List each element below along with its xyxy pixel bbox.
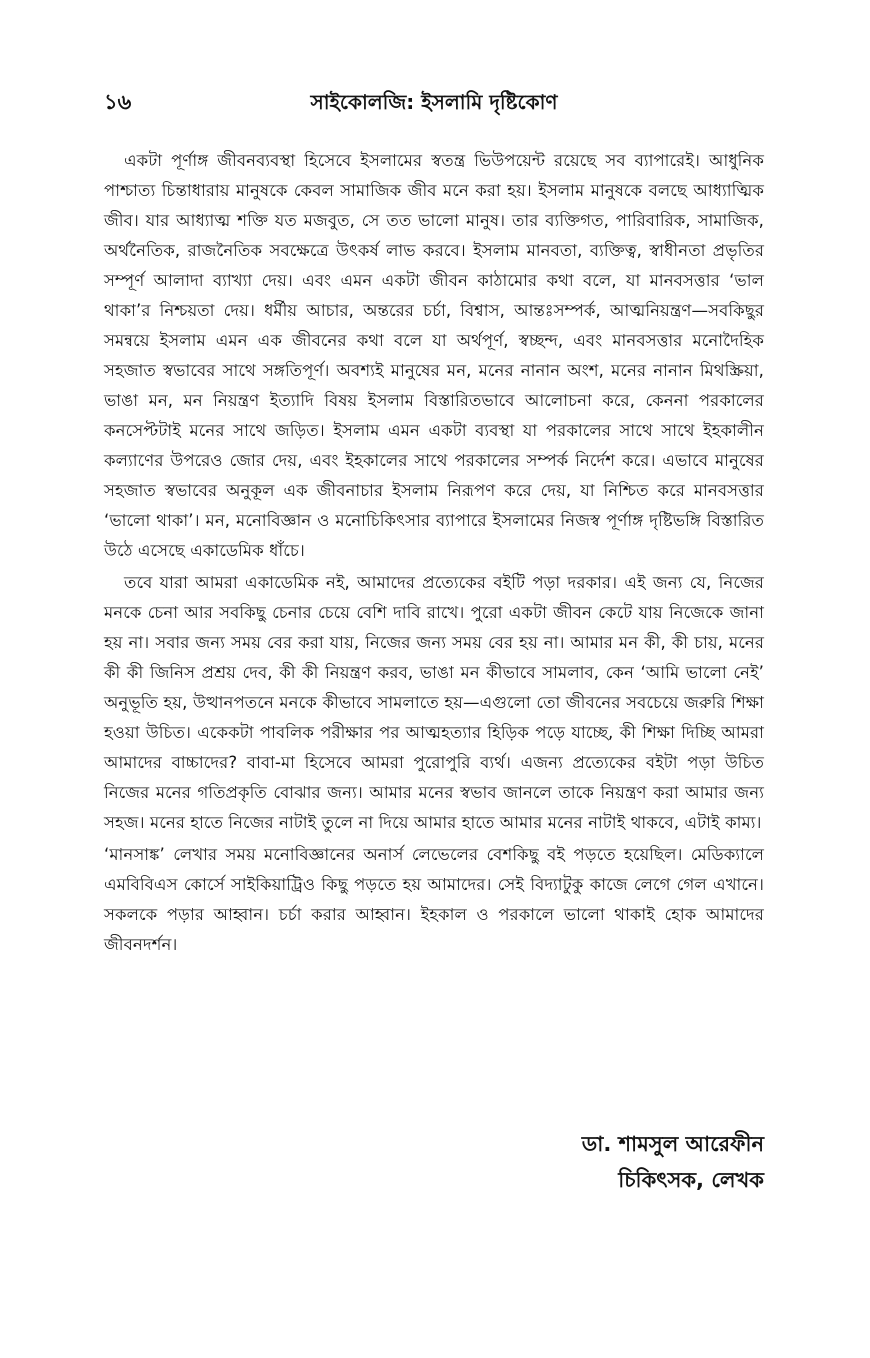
author-role: চিকিৎসক, লেখক <box>618 1168 764 1192</box>
signature-block <box>582 1126 764 1198</box>
running-title: সাইকোলজি: ইসলামি দৃষ্টিকোণ <box>310 90 558 114</box>
paragraph-1: একটা পূর্ণাঙ্গ জীবনব্যবস্থা হিসেবে ইসলামের স্বতন্ত্র ভিউপয়েন্ট রয়েছে সব ব্যাপারেই। আধুনিক পাশ্চাত্য চিন্তাধারায় মানুষকে কেবল সামাজিক জীব মনে করা হয়। ইসলাম মানুষকে বলছে আধ্যাত্মিক জীব। যার আধ্যাত্ম শক্তি যত মজবুত, সে তত ভালো মানুষ। তার ব্যক্তিগত, পারিবারিক, সামাজিক, অর্থনৈতিক, রাজনৈতিক সবক্ষেত্রে উৎকর্ষ লাভ করবে। ইসলাম মানবতা, ব্যক্তিত্ব, স্বাধীনতা প্রভৃতির সম্পূর্ণ আলাদা ব্যাখ্যা দেয়। এবং এমন একটা জীবন কাঠামোর কথা বলে, যা মানবসত্তার ‘ভাল থাকা’র নিশ্চয়তা দেয়। ধর্মীয় আচার, অন্তরের চর্চা, বিশ্বাস, আন্তঃসম্পর্ক, আত্মনিয়ন্ত্রণ—সবকিছুর সমন্বয়ে ইসলাম এমন এক জীবনের কথা বলে যা অর্থপূর্ণ, স্বচ্ছন্দ, এবং মানবসত্তার মনোদৈহিক সহজাত স্বভাবের সাথে সঙ্গতিপূর্ণ। অবশ্যই মানুষের মন, মনের নানান অংশ, মনের নানান মিথস্ক্রিয়া, ভাঙা মন, মন নিয়ন্ত্রণ ইত্যাদি বিষয় ইসলাম বিস্তারিতভাবে আলোচনা করে, কেননা পরকালের কনসেপ্টটাই মনের সাথে জড়িত। ইসলাম এমন একটা ব্যবস্থা যা পরকালের সাথে সাথে ইহকালীন কল্যাণের উপরেও জোর দেয়, এবং ইহকালের সাথে পরকালের সম্পর্ক নির্দেশ করে। এভাবে মানুষের সহজাত স্বভাবের অনুকূল এক জীবনাচার ইসলাম নিরূপণ করে দেয়, যা নিশ্চিত করে মানবসত্তার ‘ভালো থাকা’। মন, মনোবিজ্ঞান ও মনোচিকিৎসার ব্যাপারে ইসলামের নিজস্ব পূর্ণাঙ্গ দৃষ্টিভঙ্গি বিস্তারিত উঠে এসেছে একাডেমিক ধাঁচে। <box>104 151 764 560</box>
author-name: ডা. শামসুল আরেফীন <box>581 1132 764 1156</box>
page-number: ১৬ <box>104 90 132 114</box>
body-text <box>104 146 764 960</box>
paragraph-3: ‘মানসাঙ্ক’ লেখার সময় মনোবিজ্ঞানের অনার্স লেভেলের বেশকিছু বই পড়তে হয়েছিল। মেডিক্যালে এমবিবিএস কোর্সে সাইকিয়াট্রিও কিছু পড়তে হয় আমাদের। সেই বিদ্যাটুকু কাজে লেগে গেল এখানে। সকলকে পড়ার আহ্বান। চর্চা করার আহ্বান। ইহকাল ও পরকালে ভালো থাকাই হোক আমাদের জীবনদর্শন। <box>104 845 764 954</box>
book-page <box>104 0 764 1358</box>
page-header <box>104 86 764 118</box>
paragraph-2: তবে যারা আমরা একাডেমিক নই, আমাদের প্রত্যেকের বইটি পড়া দরকার। এই জন্য যে, নিজের মনকে চেনা আর সবকিছু চেনার চেয়ে বেশি দাবি রাখে। পুরো একটা জীবন কেটে যায় নিজেকে জানা হয় না। সবার জন্য সময় বের করা যায়, নিজের জন্য সময় বের হয় না। আমার মন কী, কী চায়, মনের কী কী জিনিস প্রশ্রয় দেব, কী কী নিয়ন্ত্রণ করব, ভাঙা মন কীভাবে সামলাব, কেন ‘আমি ভালো নেই’ অনুভূতি হয়, উত্থানপতনে মনকে কীভাবে সামলাতে হয়—এগুলো তো জীবনের সবচেয়ে জরুরি শিক্ষা হওয়া উচিত। একেকটা পাবলিক পরীক্ষার পর আত্মহত্যার হিড়িক পড়ে যাচ্ছে, কী শিক্ষা দিচ্ছি আমরা আমাদের বাচ্চাদের? বাবা-মা হিসেবে আমরা পুরোপুরি ব্যর্থ। এজন্য প্রত্যেকের বইটা পড়া উচিত নিজের মনের গতিপ্রকৃতি বোঝার জন্য। আমার মনের স্বভাব জানলে তাকে নিয়ন্ত্রণ করা আমার জন্য সহজ। মনের হাতে নিজের নাটাই তুলে না দিয়ে আমার হাতে আমার মনের নাটাই থাকবে, এটাই কাম্য। <box>104 573 764 832</box>
